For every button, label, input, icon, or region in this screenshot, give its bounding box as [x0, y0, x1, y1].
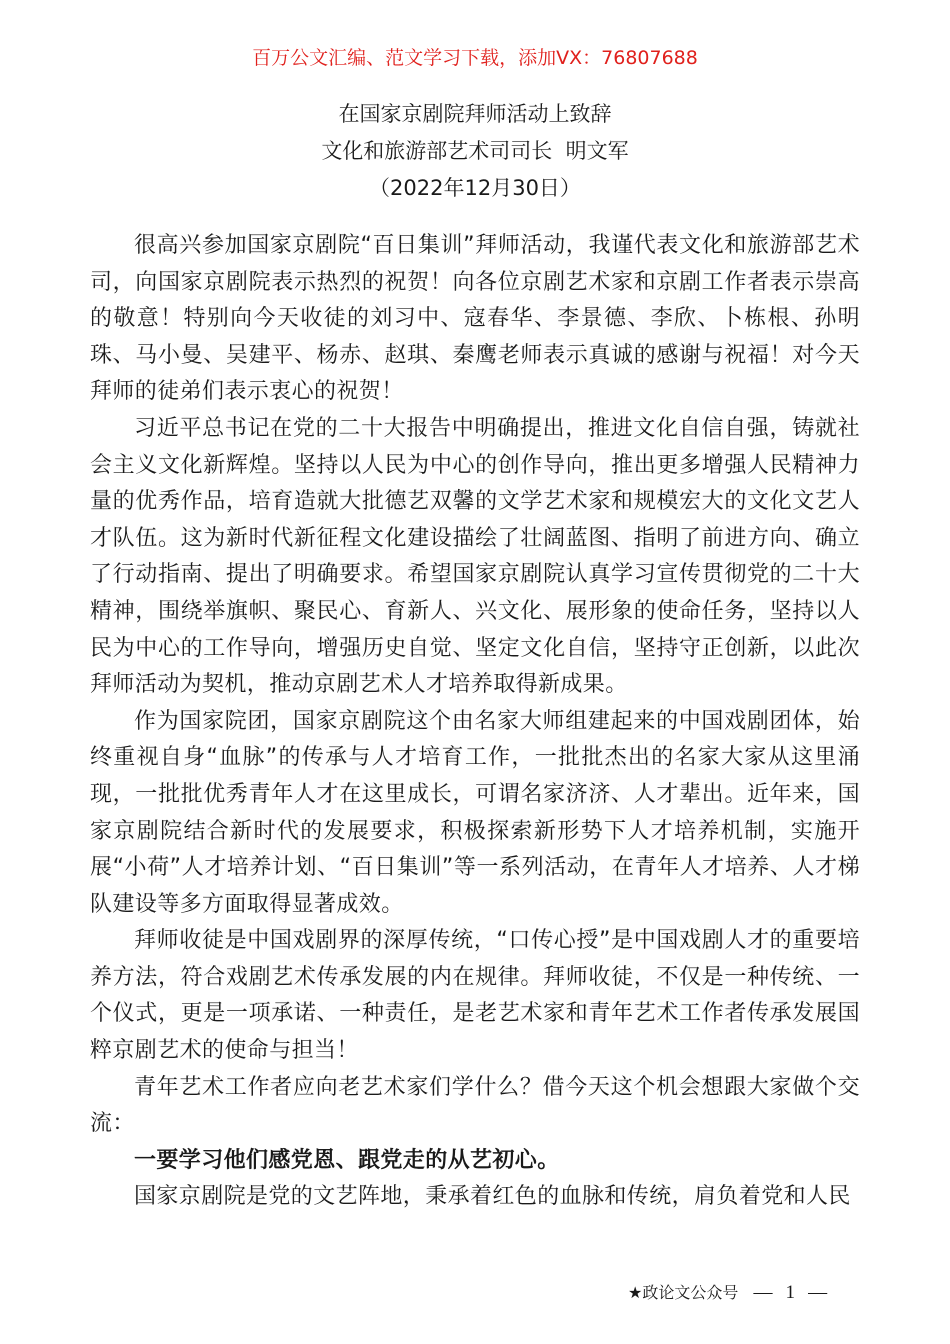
document-body — [90, 228, 860, 1216]
footer-source: ★政论文公众号 — [628, 1283, 739, 1302]
page-number: 1 — [785, 1282, 796, 1303]
page-dash-left: — — [753, 1282, 773, 1303]
document-author: 文化和旅游部艺术司司长 明文军 — [321, 139, 629, 163]
paragraph: 作为国家院团，国家京剧院这个由名家大师组建起来的中国戏剧团体，始终重视自身“血脉”的传承与人才培育工作，一批批杰出的名家大家从这里涌现，一批批优秀青年人才在这里成长，可谓名家济济、人才辈出。近年来，国家京剧院结合新时代的发展要求，积极探索新形势下人才培养机制，实施开展“小荷”人才培养计划、“百日集训”等一系列活动，在青年人才培养、人才梯队建设等多方面取得显著成效。 — [90, 708, 860, 917]
document-title: 在国家京剧院拜师活动上致辞 — [338, 102, 612, 126]
paragraph: 习近平总书记在党的二十大报告中明确提出，推进文化自信自强，铸就社会主义文化新辉煌。坚持以人民为中心的创作导向，推出更多增强人民精神力量的优秀作品，培育造就大批德艺双馨的文学艺术家和规模宏大的文化文艺人才队伍。这为新时代新征程文化建设描绘了壮阔蓝图、指明了前进方向、确立了行动指南、提出了明确要求。希望国家京剧院认真学习宣传贯彻党的二十大精神，围绕举旗帜、聚民心、育新人、兴文化、展形象的使命任务，坚持以人民为中心的工作导向，增强历史自觉、坚定文化自信，坚持守正创新，以此次拜师活动为契机，推动京剧艺术人才培养取得新成果。 — [90, 415, 860, 698]
section-heading: 一要学习他们感党恩、跟党走的从艺初心。 — [134, 1147, 560, 1173]
page-dash-right: — — [808, 1282, 828, 1303]
paragraph: 很高兴参加国家京剧院“百日集训”拜师活动，我谨代表文化和旅游部艺术司，向国家京剧院表示热烈的祝贺！向各位京剧艺术家和京剧工作者表示崇高的敬意！特别向今天收徒的刘习中、寇春华、李景德、李欣、卜栋根、孙明珠、马小曼、吴建平、杨赤、赵琪、秦鹰老师表示真诚的感谢与祝福！对今天拜师的徒弟们表示衷心的祝贺！ — [90, 233, 860, 405]
document-header — [0, 96, 950, 207]
watermark-banner: 百万公文汇编、范文学习下载，添加VX：76807688 — [252, 47, 698, 69]
paragraph: 国家京剧院是党的文艺阵地，秉承着红色的血脉和传统，肩负着党和人民 — [134, 1184, 851, 1210]
paragraph: 拜师收徒是中国戏剧界的深厚传统，“口传心授”是中国戏剧人才的重要培养方法，符合戏剧艺术传承发展的内在规律。拜师收徒，不仅是一种传统、一个仪式，更是一项承诺、一种责任，是老艺术家和青年艺术工作者传承发展国粹京剧艺术的使命与担当！ — [90, 928, 860, 1064]
page-footer — [628, 1281, 827, 1305]
document-date: （2022年12月30日） — [369, 176, 581, 200]
paragraph: 青年艺术工作者应向老艺术家们学什么？借今天这个机会想跟大家做个交流： — [90, 1074, 860, 1137]
